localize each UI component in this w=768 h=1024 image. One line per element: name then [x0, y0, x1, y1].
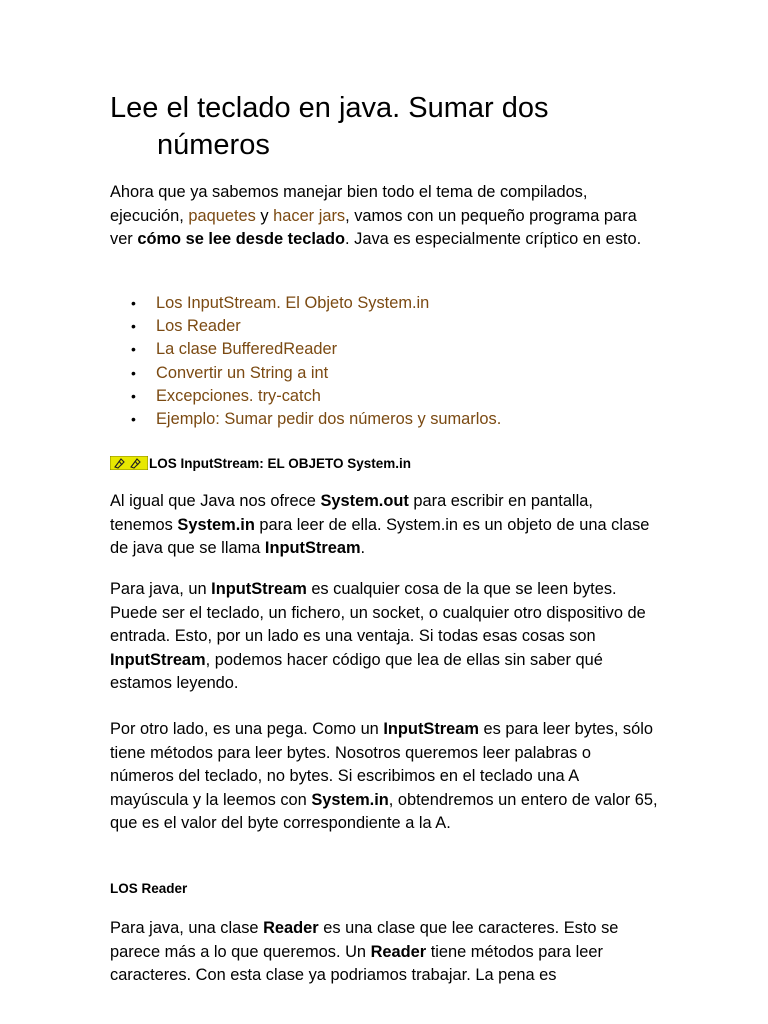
bold-text: System.in — [177, 515, 255, 534]
toc-link-convertir[interactable]: Convertir un String a int — [156, 363, 329, 382]
bullet-icon: • — [131, 318, 136, 335]
page-title: Lee el teclado en java. Sumar dos números — [110, 92, 549, 161]
bullet-icon: • — [131, 411, 136, 428]
text: Por otro lado, es una pega. Como un — [110, 720, 384, 738]
bold-text: InputStream — [383, 720, 479, 738]
toc-link-bufferedreader[interactable]: La clase BufferedReader — [156, 340, 338, 359]
text: Al igual que Java nos ofrece — [110, 492, 321, 510]
toc-item-reader — [110, 315, 658, 338]
bold-text: InputStream — [264, 539, 361, 557]
section-heading-text: LOS InputStream: EL OBJETO System.in — [149, 456, 412, 471]
toc-item-excepciones — [110, 385, 658, 408]
toc-link-ejemplo[interactable]: Ejemplo: Sumar pedir dos números y sumarlos. — [156, 410, 502, 429]
paragraph-system-in — [110, 490, 658, 561]
bold-text: InputStream — [211, 580, 307, 598]
paragraph-inputstream-definition — [110, 578, 658, 696]
toc-link-excepciones[interactable]: Excepciones. try-catch — [156, 386, 321, 405]
text: , obtendremos un entero de valor 65, que es el valor del byte correspondiente a la A. — [110, 790, 658, 832]
section-heading-inputstream — [110, 455, 411, 475]
text: tiene métodos para leer caracteres. Con esta clase ya podriamos trabajar. La pena es — [110, 942, 603, 984]
toc-item-ejemplo — [110, 408, 658, 431]
text: Para java, una clase — [110, 919, 264, 937]
bold-text: Reader — [370, 942, 427, 961]
toc-item-inputstream — [110, 292, 658, 315]
intro-text-3: , vamos con un pequeño programa para ver — [110, 206, 637, 248]
bold-text: Reader — [263, 919, 319, 937]
section-heading-reader: LOS Reader — [110, 881, 188, 896]
toc-item-convertir — [110, 362, 658, 385]
bullet-icon: • — [131, 295, 136, 311]
bold-text: InputStream — [110, 650, 206, 669]
bold-text: System.out — [320, 492, 409, 510]
toc-link-inputstream[interactable]: Los InputStream. El Objeto System.in — [156, 294, 430, 312]
link-paquetes[interactable]: paquetes — [188, 206, 256, 225]
bullet-icon: • — [131, 341, 136, 358]
text: . — [360, 539, 366, 557]
paragraph-inputstream-drawback — [110, 718, 658, 836]
text: para leer de ella. System.in es un objeto de una clase de java que se llama — [110, 515, 650, 557]
text: para escribir en pantalla, tenemos — [110, 492, 593, 534]
intro-text-4: . Java es especialmente críptico en esto. — [345, 230, 642, 248]
toc-link-reader[interactable]: Los Reader — [156, 317, 241, 336]
bold-text: System.in — [311, 790, 389, 809]
text: es para leer bytes, sólo tiene métodos para leer bytes. Nosotros queremos leer palabras o números del teclado, no bytes. Si escribimos en el teclado una A mayúscula y la leemos con — [110, 720, 653, 809]
intro-text-2: y — [255, 206, 274, 225]
text: , podemos hacer código que lea de ellas sin saber qué estamos leyendo. — [110, 650, 603, 692]
text: es cualquier cosa de la que se leen bytes. Puede ser el teclado, un fichero, un socket, o cualquier otro dispositivo de entrada. Esto, por un lado es una ventaja. Si todas esas cosas son — [110, 580, 646, 645]
link-hacer-jars[interactable]: hacer jars — [273, 206, 346, 225]
paragraph-reader — [110, 917, 658, 988]
bullet-icon: • — [131, 387, 136, 404]
anchor-link-icon[interactable] — [110, 456, 148, 475]
intro-paragraph — [110, 181, 658, 252]
text: Para java, un — [110, 580, 212, 598]
bullet-icon: • — [131, 364, 136, 381]
intro-bold: cómo se lee desde teclado — [137, 230, 346, 248]
toc-item-bufferedreader — [110, 338, 658, 361]
text: es una clase que lee caracteres. Esto se parece más a lo que queremos. Un — [110, 919, 619, 961]
intro-text-1: Ahora que ya sabemos manejar bien todo el tema de compilados, ejecución, — [110, 183, 588, 225]
table-of-contents — [110, 292, 658, 431]
